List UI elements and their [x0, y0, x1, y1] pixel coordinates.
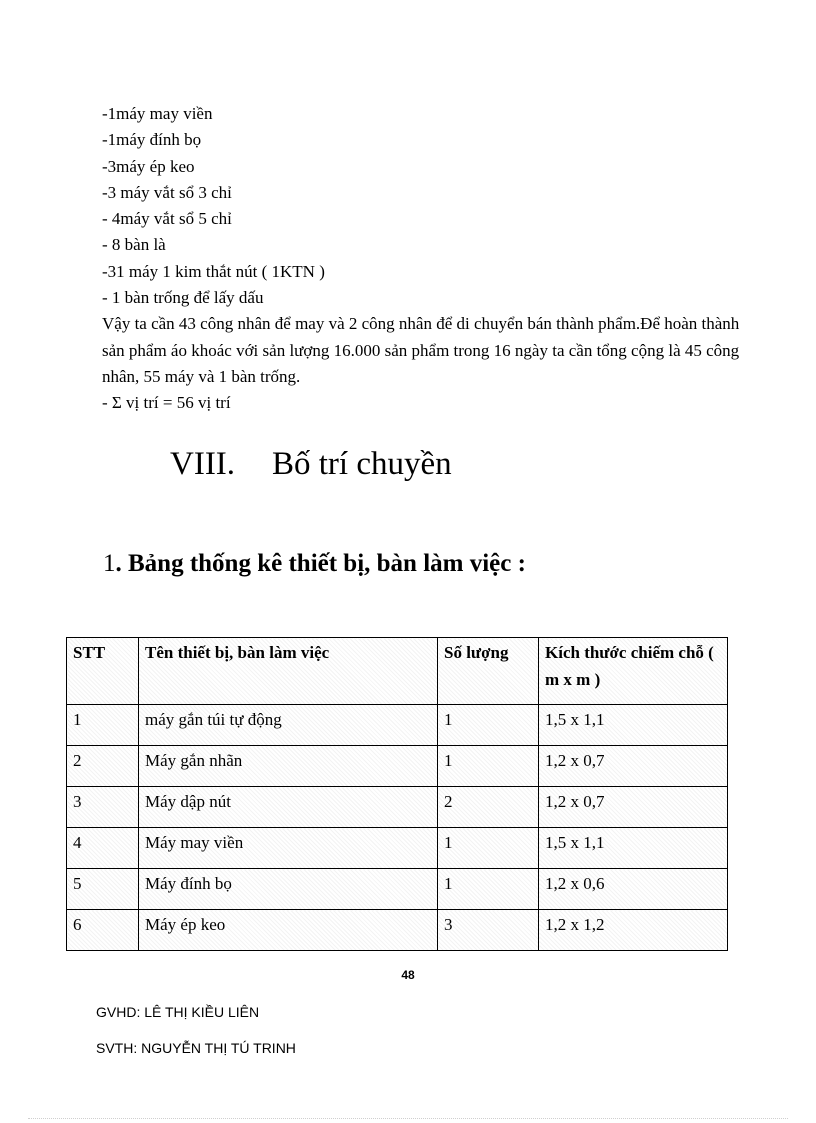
table-row	[67, 787, 728, 828]
subsection-title: . Bảng thống kê thiết bị, bàn làm việc :	[115, 550, 526, 577]
list-item: -3máy ép keo	[102, 156, 195, 176]
cell-equipment-name: Máy gắn nhãn	[139, 746, 438, 787]
list-item: -3 máy vắt sổ 3 chỉ	[102, 182, 232, 202]
cell-quantity: 1	[438, 869, 539, 910]
cell-quantity: 2	[438, 787, 539, 828]
list-item: - 4máy vắt sổ 5 chỉ	[102, 209, 232, 229]
cell-stt: 2	[67, 746, 139, 787]
list-item: -1máy may viền	[102, 104, 213, 123]
cell-footprint: 1,5 x 1,1	[539, 705, 728, 746]
cell-equipment-name: Máy ép keo	[139, 910, 438, 951]
sum-positions-line: - Σ vị trí = 56 vị trí	[102, 393, 231, 413]
cell-footprint: 1,2 x 0,7	[539, 746, 728, 787]
header-footprint: Kích thước chiếm chỗ ( m x m )	[539, 638, 728, 705]
header-stt: STT	[67, 638, 139, 705]
summary-paragraph: Vậy ta cần 43 công nhân để may và 2 công nhân để di chuyển bán thành phẩm.Để hoàn thành sản phẩm áo khoác với sản lượng 16.000 sản phẩm trong 16 ngày ta cần tổng cộng là 45 công nhân, 55 máy và 1 bàn trống.	[102, 314, 740, 386]
cell-stt: 3	[67, 787, 139, 828]
equipment-table	[66, 637, 728, 951]
table-header-row	[67, 638, 728, 705]
table-row	[67, 910, 728, 951]
cell-footprint: 1,2 x 0,6	[539, 869, 728, 910]
cell-equipment-name: Máy đính bọ	[139, 869, 438, 910]
cell-quantity: 3	[438, 910, 539, 951]
subsection-heading	[103, 550, 526, 578]
cell-quantity: 1	[438, 746, 539, 787]
page-number: 48	[401, 968, 415, 982]
cell-footprint: 1,2 x 0,7	[539, 787, 728, 828]
list-item: -31 máy 1 kim thắt nút ( 1KTN )	[102, 261, 325, 281]
list-item: - 1 bàn trống để lấy dấu	[102, 288, 264, 308]
equipment-list	[102, 101, 742, 417]
section-heading	[170, 446, 452, 483]
cell-stt: 1	[67, 705, 139, 746]
section-number: VIII.	[170, 446, 236, 482]
header-quantity: Số lượng	[438, 638, 539, 705]
section-title: Bố trí chuyền	[272, 446, 452, 482]
subsection-number: 1	[103, 550, 116, 577]
table-row	[67, 705, 728, 746]
cell-equipment-name: Máy dập nút	[139, 787, 438, 828]
cell-stt: 5	[67, 869, 139, 910]
cell-stt: 4	[67, 828, 139, 869]
table-row	[67, 869, 728, 910]
cell-equipment-name: Máy may viền	[139, 828, 438, 869]
list-item: - 8 bàn là	[102, 235, 166, 255]
list-item: -1máy đính bọ	[102, 130, 202, 150]
table-row	[67, 828, 728, 869]
table-row	[67, 746, 728, 787]
cell-quantity: 1	[438, 705, 539, 746]
cell-quantity: 1	[438, 828, 539, 869]
cell-stt: 6	[67, 910, 139, 951]
footer-student: SVTH: NGUYỄN THỊ TÚ TRINH	[96, 1040, 296, 1056]
page-bottom-divider	[28, 1118, 788, 1119]
header-equipment-name: Tên thiết bị, bàn làm việc	[139, 638, 438, 705]
cell-equipment-name: máy gắn túi tự động	[139, 705, 438, 746]
cell-footprint: 1,2 x 1,2	[539, 910, 728, 951]
cell-footprint: 1,5 x 1,1	[539, 828, 728, 869]
footer-supervisor: GVHD: LÊ THỊ KIỀU LIÊN	[96, 1004, 260, 1020]
